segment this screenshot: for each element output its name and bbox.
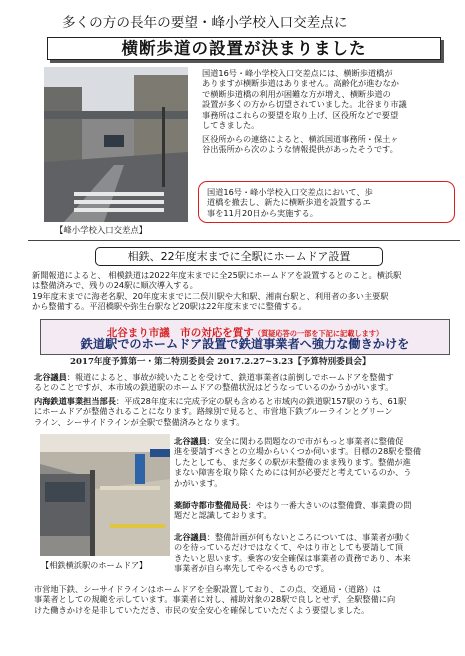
header-subtitle: 多くの方の長年の要望・峰小学校入口交差点に	[62, 15, 348, 31]
article2-body: 新聞報道によると、 相模鉄道は2022年度末までに全25駅にホームドアを設置するとのこと。横浜駅 は整備済みで、残りの24駅に順次導入する。 19年度末までに海老名駅、20年度末までに二俣川駅や大和駅、湘南台駅と、利用者の多い主要駅 から整備する。平沼橋駅や弥生台駅など20駅は22年度末までに整備する。	[32, 270, 402, 312]
qa-block-4	[174, 500, 462, 521]
platform-photo-caption: 【相鉄横浜駅のホームドア】	[41, 560, 148, 570]
intersection-photo-caption: 【峰小学校入口交差点】	[55, 225, 148, 235]
divider	[28, 240, 460, 241]
notice-text: 国道16号・峰小学校入口交差点において、歩 道橋を撤去し、新たに横断歩道を設置するエ 事を11月20日から実施する。	[207, 187, 373, 218]
committee-line: 2017年度予算第一・第二特別委員会 2017.2.27~3.23【予算特別委員会】	[70, 357, 371, 367]
q2-speaker: 北谷議員	[174, 436, 207, 446]
banner-title: 北谷まり市議 市の対応を質す	[106, 327, 254, 339]
qa-block-3	[174, 436, 462, 488]
qa-block-2	[34, 396, 462, 427]
q3-speaker: 北谷議員	[174, 532, 207, 542]
banner-note: （質疑応答の一部を下記に記載します）	[253, 329, 384, 338]
headline-box	[47, 37, 441, 60]
platform-photo	[40, 434, 170, 556]
q3-text: ：整備計画が何もないところについては、事業者が動く のを待っているだけではなくて、やはり市としても要請して頂 きたいと思います。乗客の安全確保は事業者の責務であり、本来 事業者が自ら率先してやるべきものです。	[174, 532, 412, 574]
closing-paragraph: 市営地下鉄、シーサイドラインはホームドアを全駅設置しており、この点、交通局・（道路）は 事業者としての規範を示しています。事業者に対し、補助対象の28駅で良しとせず、全駅整備に向 けた働きかけを是非していただき、市民の安全安心を確保していただくよう要望しました。	[34, 584, 396, 615]
a1-speaker: 内海鉄道事業担当部長	[34, 396, 116, 406]
article2-headline-box	[95, 247, 383, 266]
banner-headline: 鉄道駅でのホームドア設置で鉄道事業者へ強力な働きかけを	[80, 337, 410, 351]
article1-body: 国道16号・峰小学校入口交差点には、横断歩道橋が ありますが横断歩道はありません。高齢化が進むなか で横断歩道橋の利用が困難な方が増え、横断歩道の 設置が多くの方から切望されていました。北谷まり市議 事務所はこれらの要望を取り上げ、区役所などで要望 してきました。	[202, 68, 407, 131]
article2-headline: 相鉄、22年度末までに全駅にホームドア設置	[127, 250, 351, 263]
a2-speaker: 薬師寺都市整備局長	[174, 500, 248, 510]
a2-text: ：やはり一番大きいのは整備費、事業費の問 題だと認識しております。	[174, 500, 412, 521]
question-banner	[40, 319, 450, 355]
notice-box	[198, 181, 455, 223]
headline: 横断歩道の設置が決まりました	[121, 39, 367, 58]
qa-block-5	[174, 532, 462, 574]
intersection-photo	[44, 67, 188, 222]
article1-update: 区役所からの連絡によると、横浜国道事務所・保土ヶ 谷出張所から次のような情報提供があったそうです。	[202, 134, 399, 155]
q2-text: ：安全に関わる問題なので市がもっと事業者に整備促 進を要請すべきとの立場からいくつか伺います。目標の28駅を整備 したとしても、まだ多くの駅が未整備のまま残ります。整備が進 まない障害を取り除くためには何が必要だと考えているのか、う かがいます。	[174, 436, 422, 488]
qa-block-1	[34, 372, 462, 393]
q1-speaker: 北谷議員	[34, 372, 67, 382]
a1-text: ：平成28年度末に完成予定の駅も含めると市域内の鉄道駅157駅のうち、61駅 にホームドアが整備されることになります。路線別で見ると、市営地下鉄ブルーラインとグリーン ライン、シーサイドラインが全駅で整備済みとなります。	[34, 396, 407, 427]
q1-text: ：報道によると、事故が続いたことを受けて、鉄道事業者は前倒しでホームドアを整備す るとのことですが、本市域の鉄道駅のホームドアの整備状況はどうなっているのかうかがいます。	[34, 372, 394, 393]
